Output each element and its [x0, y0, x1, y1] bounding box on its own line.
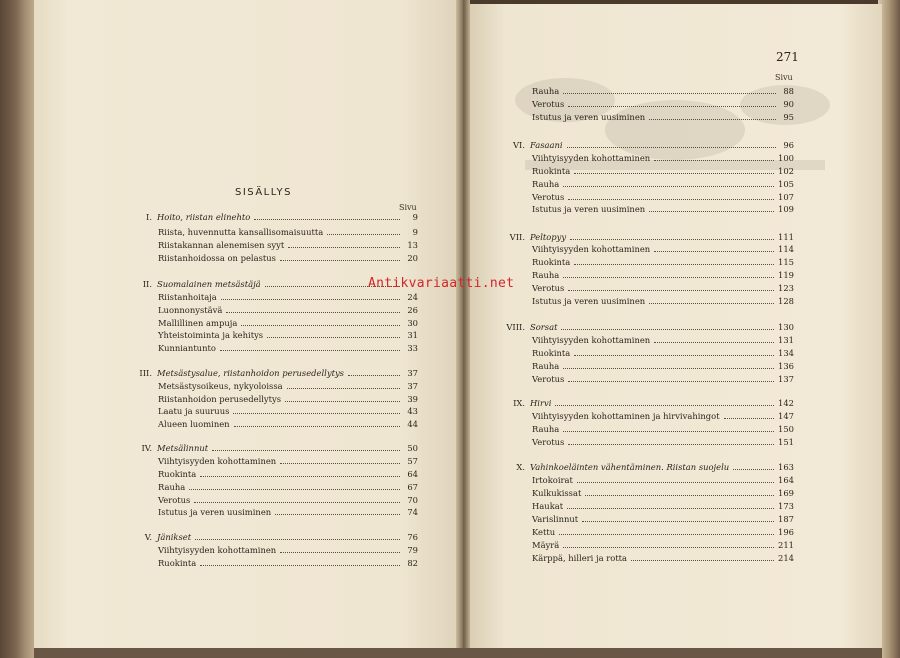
dot-leader — [233, 406, 400, 414]
dot-leader — [226, 305, 400, 313]
chapter-number: IV. — [141, 443, 152, 453]
toc-chapter-row — [498, 232, 794, 243]
section-title: Alueen luominen — [158, 419, 230, 429]
dot-leader — [568, 374, 774, 382]
page-ref: 44 — [407, 419, 418, 429]
watermark: Antikvariaatti.net — [368, 276, 515, 291]
chapter-title: Suomalainen metsästäjä — [157, 279, 261, 289]
section-title: Viihtyisyyden kohottaminen — [532, 244, 651, 254]
dot-leader — [574, 348, 774, 356]
section-title: Ruokinta — [532, 348, 571, 358]
dot-leader — [654, 244, 774, 252]
dot-leader — [631, 553, 774, 561]
page-ref: 24 — [407, 292, 418, 302]
section-title: Verotus — [532, 192, 565, 202]
toc-section-row — [532, 296, 794, 307]
section-title: Kettu — [532, 527, 556, 537]
toc-section-row — [158, 545, 418, 556]
toc-section-row — [158, 507, 418, 518]
page-ref: 123 — [778, 283, 794, 293]
dot-leader — [585, 488, 774, 496]
section-title: Mallillinen ampuja — [158, 318, 238, 328]
page-ref: 136 — [778, 361, 794, 371]
section-title: Rauha — [532, 179, 560, 189]
section-title: Kulkukissat — [532, 488, 582, 498]
page-ref: 128 — [778, 296, 794, 306]
page-ref: 119 — [778, 270, 794, 280]
section-title: Riista, huvennutta kansallisomaisuutta — [158, 227, 324, 237]
section-title: Yhteistoiminta ja kehitys — [158, 330, 264, 340]
dot-leader — [275, 507, 400, 515]
toc-section-row — [532, 553, 794, 564]
section-title: Viihtyisyyden kohottaminen — [158, 456, 277, 466]
page-ref: 164 — [778, 475, 794, 485]
dot-leader — [568, 283, 774, 291]
toc-section-row — [158, 253, 418, 264]
page-ref: 211 — [778, 540, 794, 550]
page-ref: 37 — [407, 368, 418, 378]
chapter-number: VI. — [512, 140, 525, 150]
page-ref: 134 — [778, 348, 794, 358]
dot-leader — [200, 469, 400, 477]
section-title: Kunniantunto — [158, 343, 216, 353]
chapter-number: I. — [146, 212, 152, 222]
page-ref: 100 — [778, 153, 794, 163]
dot-leader — [577, 475, 774, 483]
book-cover-left-edge — [0, 0, 38, 658]
page-ref: 96 — [783, 140, 794, 150]
toc-section-row — [532, 179, 794, 190]
section-title: Viihtyisyyden kohottaminen — [532, 335, 651, 345]
page-ref: 82 — [407, 558, 418, 568]
section-title: Riistanhoidossa on pelastus — [158, 253, 276, 263]
chapter-title: Sorsat — [530, 322, 558, 332]
section-title: Riistanhoitaja — [158, 292, 217, 302]
toc-section-row — [532, 514, 794, 525]
page-ref: 13 — [407, 240, 418, 250]
toc-chapter-row — [498, 140, 794, 151]
dot-leader — [568, 437, 774, 445]
chapter-number: VII. — [509, 232, 525, 242]
page-ref: 137 — [778, 374, 794, 384]
dot-leader — [567, 501, 774, 509]
toc-section-row — [532, 112, 794, 123]
dot-leader — [649, 204, 774, 212]
section-title: Verotus — [158, 495, 191, 505]
page-ref: 151 — [778, 437, 794, 447]
dot-leader — [574, 257, 774, 265]
page-ref: 111 — [778, 232, 794, 242]
chapter-title: Vahinkoeläinten vähentäminen. Riistan suojelu — [530, 462, 730, 472]
dot-leader — [189, 482, 400, 490]
chapter-title: Metsästysalue, riistanhoidon perusedellytys — [157, 368, 344, 378]
dot-leader — [568, 192, 774, 200]
toc-section-row — [532, 204, 794, 215]
section-title: Ruokinta — [158, 469, 197, 479]
dot-leader — [195, 532, 400, 540]
chapter-title: Hirvi — [530, 398, 552, 408]
toc-section-row — [158, 456, 418, 467]
toc-section-row — [158, 227, 418, 238]
page-ref: 169 — [778, 488, 794, 498]
toc-section-row — [158, 318, 418, 329]
section-title: Verotus — [532, 374, 565, 384]
dot-leader — [212, 443, 400, 451]
toc-section-row — [532, 86, 794, 97]
section-title: Verotus — [532, 437, 565, 447]
toc-section-row — [532, 437, 794, 448]
dot-leader — [654, 335, 774, 343]
page-ref: 76 — [407, 532, 418, 542]
section-title: Metsästysoikeus, nykyoloissa — [158, 381, 283, 391]
section-title: Varislinnut — [532, 514, 579, 524]
page-ref: 37 — [407, 381, 418, 391]
dot-leader — [563, 179, 774, 187]
section-title: Ruokinta — [532, 257, 571, 267]
page-ref: 163 — [778, 462, 794, 472]
page-ref: 90 — [783, 99, 794, 109]
page-number: 271 — [776, 50, 799, 64]
dot-leader — [280, 456, 400, 464]
page-ref: 173 — [778, 501, 794, 511]
section-title: Verotus — [532, 99, 565, 109]
chapter-number: II. — [142, 279, 152, 289]
page-ref: 115 — [778, 257, 794, 267]
page-ref: 105 — [778, 179, 794, 189]
dot-leader — [563, 270, 774, 278]
dot-leader — [570, 232, 774, 240]
page-ref: 31 — [407, 330, 418, 340]
dot-leader — [561, 322, 774, 330]
toc-section-row — [158, 406, 418, 417]
toc-section-row — [532, 424, 794, 435]
page-ref: 88 — [783, 86, 794, 96]
section-title: Riistanhoidon perusedellytys — [158, 394, 282, 404]
section-title: Riistakannan alenemisen syyt — [158, 240, 285, 250]
dot-leader — [221, 292, 400, 300]
page-ref: 95 — [783, 112, 794, 122]
section-title: Rauha — [158, 482, 186, 492]
toc-chapter-row — [498, 462, 794, 473]
toc-chapter-row — [130, 532, 418, 543]
dot-leader — [348, 368, 400, 376]
dot-leader — [280, 545, 400, 553]
toc-section-row — [158, 495, 418, 506]
dot-leader — [559, 527, 774, 535]
dot-leader — [200, 558, 400, 566]
sivu-label-left: Sivu — [399, 203, 417, 212]
chapter-title: Metsälinnut — [157, 443, 209, 453]
page-ref: 9 — [412, 227, 418, 237]
toc-section-row — [158, 381, 418, 392]
toc-section-row — [158, 394, 418, 405]
page-ref: 20 — [407, 253, 418, 263]
toc-section-row — [532, 411, 794, 422]
toc-chapter-row — [130, 212, 418, 223]
section-title: Istutus ja veren uusiminen — [532, 296, 646, 306]
toc-section-row — [532, 527, 794, 538]
toc-section-row — [532, 192, 794, 203]
section-title: Laatu ja suuruus — [158, 406, 230, 416]
page-ref: 187 — [778, 514, 794, 524]
section-title: Viihtyisyyden kohottaminen — [158, 545, 277, 555]
dot-leader — [241, 318, 400, 326]
dot-leader — [287, 381, 400, 389]
toc-section-row — [158, 482, 418, 493]
toc-section-row — [532, 488, 794, 499]
page-ref: 74 — [407, 507, 418, 517]
section-title: Rauha — [532, 86, 560, 96]
dot-leader — [574, 166, 774, 174]
section-title: Irtokoirat — [532, 475, 573, 485]
toc-section-row — [532, 335, 794, 346]
chapter-number: VIII. — [506, 322, 525, 332]
dot-leader — [563, 361, 774, 369]
dot-leader — [733, 462, 774, 470]
dot-leader — [649, 112, 776, 120]
section-title: Istutus ja veren uusiminen — [532, 204, 646, 214]
dot-leader — [234, 419, 400, 427]
dot-leader — [582, 514, 774, 522]
page-ref: 114 — [778, 244, 794, 254]
dot-leader — [654, 153, 774, 161]
toc-section-row — [532, 283, 794, 294]
toc-title: SISÄLLYS — [235, 187, 292, 198]
dot-leader — [280, 253, 400, 261]
toc-section-row — [532, 361, 794, 372]
section-title: Mäyrä — [532, 540, 560, 550]
page-ref: 130 — [778, 322, 794, 332]
book-gutter — [456, 0, 470, 658]
section-title: Kärppä, hilleri ja rotta — [532, 553, 628, 563]
toc-section-row — [158, 343, 418, 354]
sivu-label-right: Sivu — [775, 73, 793, 82]
page-ref: 147 — [778, 411, 794, 421]
section-title: Viihtyisyyden kohottaminen ja hirvivahingot — [532, 411, 720, 421]
page-ref: 9 — [412, 212, 418, 222]
dot-leader — [267, 330, 400, 338]
dot-leader — [194, 495, 400, 503]
toc-section-row — [532, 501, 794, 512]
page-ref: 196 — [778, 527, 794, 537]
toc-section-row — [532, 540, 794, 551]
toc-section-row — [158, 469, 418, 480]
toc-section-row — [532, 99, 794, 110]
dot-leader — [555, 398, 774, 406]
chapter-title: Hoito, riistan elinehto — [157, 212, 251, 222]
toc-section-row — [532, 153, 794, 164]
dot-leader — [649, 296, 774, 304]
page-ref: 43 — [407, 406, 418, 416]
dot-leader — [563, 540, 774, 548]
toc-section-row — [158, 305, 418, 316]
section-title: Istutus ja veren uusiminen — [158, 507, 272, 517]
toc-section-row — [532, 257, 794, 268]
toc-section-row — [158, 240, 418, 251]
toc-section-row — [532, 166, 794, 177]
toc-section-row — [532, 348, 794, 359]
toc-section-row — [158, 558, 418, 569]
toc-section-row — [158, 292, 418, 303]
page-ref: 33 — [407, 343, 418, 353]
toc-section-row — [532, 244, 794, 255]
toc-section-row — [532, 475, 794, 486]
page-ref: 107 — [778, 192, 794, 202]
page-ref: 150 — [778, 424, 794, 434]
page-ref: 142 — [778, 398, 794, 408]
dot-leader — [567, 140, 776, 148]
page-ref: 70 — [407, 495, 418, 505]
section-title: Luonnonystävä — [158, 305, 223, 315]
dot-leader — [254, 212, 400, 220]
page-ref: 109 — [778, 204, 794, 214]
chapter-number: III. — [139, 368, 152, 378]
toc-section-row — [158, 330, 418, 341]
section-title: Istutus ja veren uusiminen — [532, 112, 646, 122]
page-ref: 39 — [407, 394, 418, 404]
chapter-title: Peltopyy — [530, 232, 567, 242]
toc-section-row — [532, 374, 794, 385]
page-ref: 50 — [407, 443, 418, 453]
section-title: Viihtyisyyden kohottaminen — [532, 153, 651, 163]
dot-leader — [563, 86, 776, 94]
dot-leader — [288, 240, 400, 248]
dot-leader — [285, 394, 400, 402]
section-title: Haukat — [532, 501, 564, 511]
page-ref: 79 — [407, 545, 418, 555]
section-title: Ruokinta — [158, 558, 197, 568]
chapter-number: X. — [516, 462, 525, 472]
chapter-title: Fasaani — [530, 140, 563, 150]
toc-chapter-row — [130, 443, 418, 454]
chapter-number: IX. — [513, 398, 525, 408]
dot-leader — [568, 99, 776, 107]
page-ref: 102 — [778, 166, 794, 176]
dot-leader — [327, 227, 400, 235]
dot-leader — [220, 343, 400, 351]
toc-section-row — [532, 270, 794, 281]
toc-chapter-row — [498, 398, 794, 409]
section-title: Ruokinta — [532, 166, 571, 176]
page-ref: 26 — [407, 305, 418, 315]
section-title: Rauha — [532, 361, 560, 371]
section-title: Rauha — [532, 424, 560, 434]
toc-chapter-row — [498, 322, 794, 333]
page-ref: 67 — [407, 482, 418, 492]
page-ref: 30 — [407, 318, 418, 328]
dot-leader — [563, 424, 774, 432]
page-ref: 214 — [778, 553, 794, 563]
section-title: Verotus — [532, 283, 565, 293]
section-title: Rauha — [532, 270, 560, 280]
toc-chapter-row — [130, 368, 418, 379]
page-ref: 57 — [407, 456, 418, 466]
page-ref: 64 — [407, 469, 418, 479]
toc-section-row — [158, 419, 418, 430]
chapter-number: V. — [144, 532, 152, 542]
chapter-title: Jänikset — [157, 532, 192, 542]
page-ref: 131 — [778, 335, 794, 345]
dot-leader — [724, 411, 774, 419]
page-bottom-edge — [34, 648, 882, 658]
